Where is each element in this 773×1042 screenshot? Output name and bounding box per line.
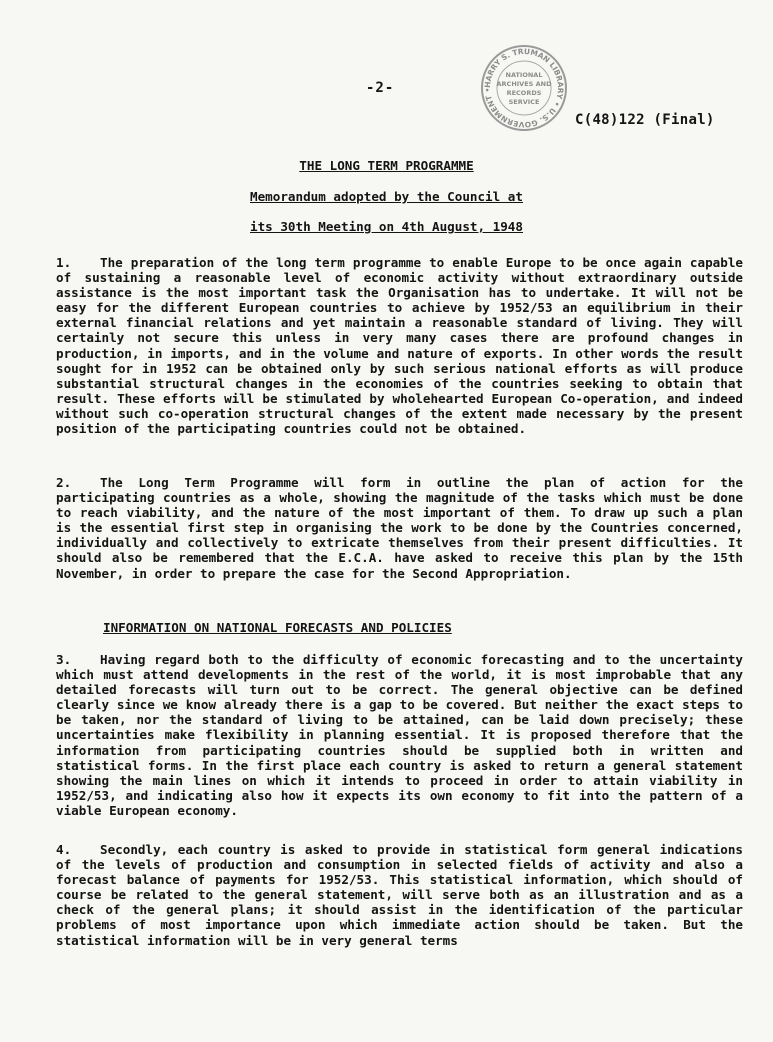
svg-text:NATIONAL: NATIONAL	[505, 71, 543, 79]
paragraph-text: Secondly, each country is asked to provide in statistical form general indications of the levels of production and consumption in selected fields of activity and also a forecast balance of payments for 1952/53. This statistical information, which should of course be related to the general statement, will serve both as an illustration and as a check of the general plans; it should assist in the identification of the particular problems of most importance upon which immediate action should be taken. But the statistical information will be in very general terms	[56, 842, 743, 948]
title-line-2: Memorandum adopted by the Council at	[250, 189, 523, 204]
document-title	[0, 158, 773, 173]
paragraph-text: Having regard both to the difficulty of economic forecasting and to the uncertainty which must attend developments in the rest of the world, it is most improbable that any detailed forecasts will turn out to be correct. The general objective can be defined clearly since we know already there is a gap to be covered. But neither the exact steps to be taken, nor the standard of living to be attained, can be laid down precisely; these uncertainties make flexibility in planning essential. It is proposed therefore that the information from participating countries should be supplied both in written and statistical forms. In the first place each country is asked to return a general statement showing the main lines on which it intends to proceed in order to attain viability in 1952/53, and indicating also how it expects its own economy to fit into the pattern of a viable European economy.	[56, 652, 743, 818]
document-reference: C(48)122 (Final)	[575, 112, 715, 128]
paragraph-number: 4.	[56, 842, 72, 857]
paragraph-1	[56, 255, 743, 436]
document-meeting-line	[0, 219, 773, 234]
title-line-1: THE LONG TERM PROGRAMME	[299, 158, 474, 173]
paragraph-2	[56, 475, 743, 581]
paragraph-number: 1.	[56, 255, 72, 270]
svg-text:RECORDS: RECORDS	[506, 89, 542, 97]
paragraph-3	[56, 652, 743, 818]
svg-text:ARCHIVES AND: ARCHIVES AND	[496, 80, 552, 88]
section-heading: INFORMATION ON NATIONAL FORECASTS AND POLICIES	[103, 620, 452, 635]
page-number: -2-	[366, 80, 395, 96]
paragraph-number: 2.	[56, 475, 72, 490]
paragraph-number: 3.	[56, 652, 72, 667]
svg-text:HARRY S. TRUMAN LIBRARY • U.S.: HARRY S. TRUMAN LIBRARY • U.S. GOVERNMENT •	[482, 46, 566, 130]
document-subtitle	[0, 189, 773, 204]
paragraph-text: The preparation of the long term programme to enable Europe to be once again capable of sustaining a reasonable level of economic activity without extraordinary outside assistance is the most important task the Organisation has to undertake. It will not be easy for the different European countries to achieve by 1952/53 an equilibrium in their external financial relations and yet maintain a reasonable standard of living. They will certainly not secure this unless in very many cases there are profound changes in production, in imports, and in the volume and nature of exports. In other words the result sought for in 1952 can be obtained only by such serious national efforts as will produce substantial structural changes in the economies of the countries seeking to obtain that result. These efforts will be stimulated by wholehearted European Co-operation, and indeed without such co-operation structural changes of the extent made necessary by the present position of the participating countries could not be obtained.	[56, 255, 743, 437]
title-line-3: its 30th Meeting on 4th August, 1948	[250, 219, 523, 234]
archives-stamp	[480, 44, 568, 132]
paragraph-4	[56, 842, 743, 948]
svg-text:SERVICE: SERVICE	[508, 98, 540, 106]
paragraph-text: The Long Term Programme will form in outline the plan of action for the participating countries as a whole, showing the magnitude of the tasks which must be done to reach viability, and the nature of the most important of them. To draw up such a plan is the essential first step in organising the work to be done by the Countries concerned, individually and collectively to extricate themselves from their present difficulties. It should also be remembered that the E.C.A. have asked to receive this plan by the 15th November, in order to prepare the case for the Second Appropriation.	[56, 475, 743, 581]
